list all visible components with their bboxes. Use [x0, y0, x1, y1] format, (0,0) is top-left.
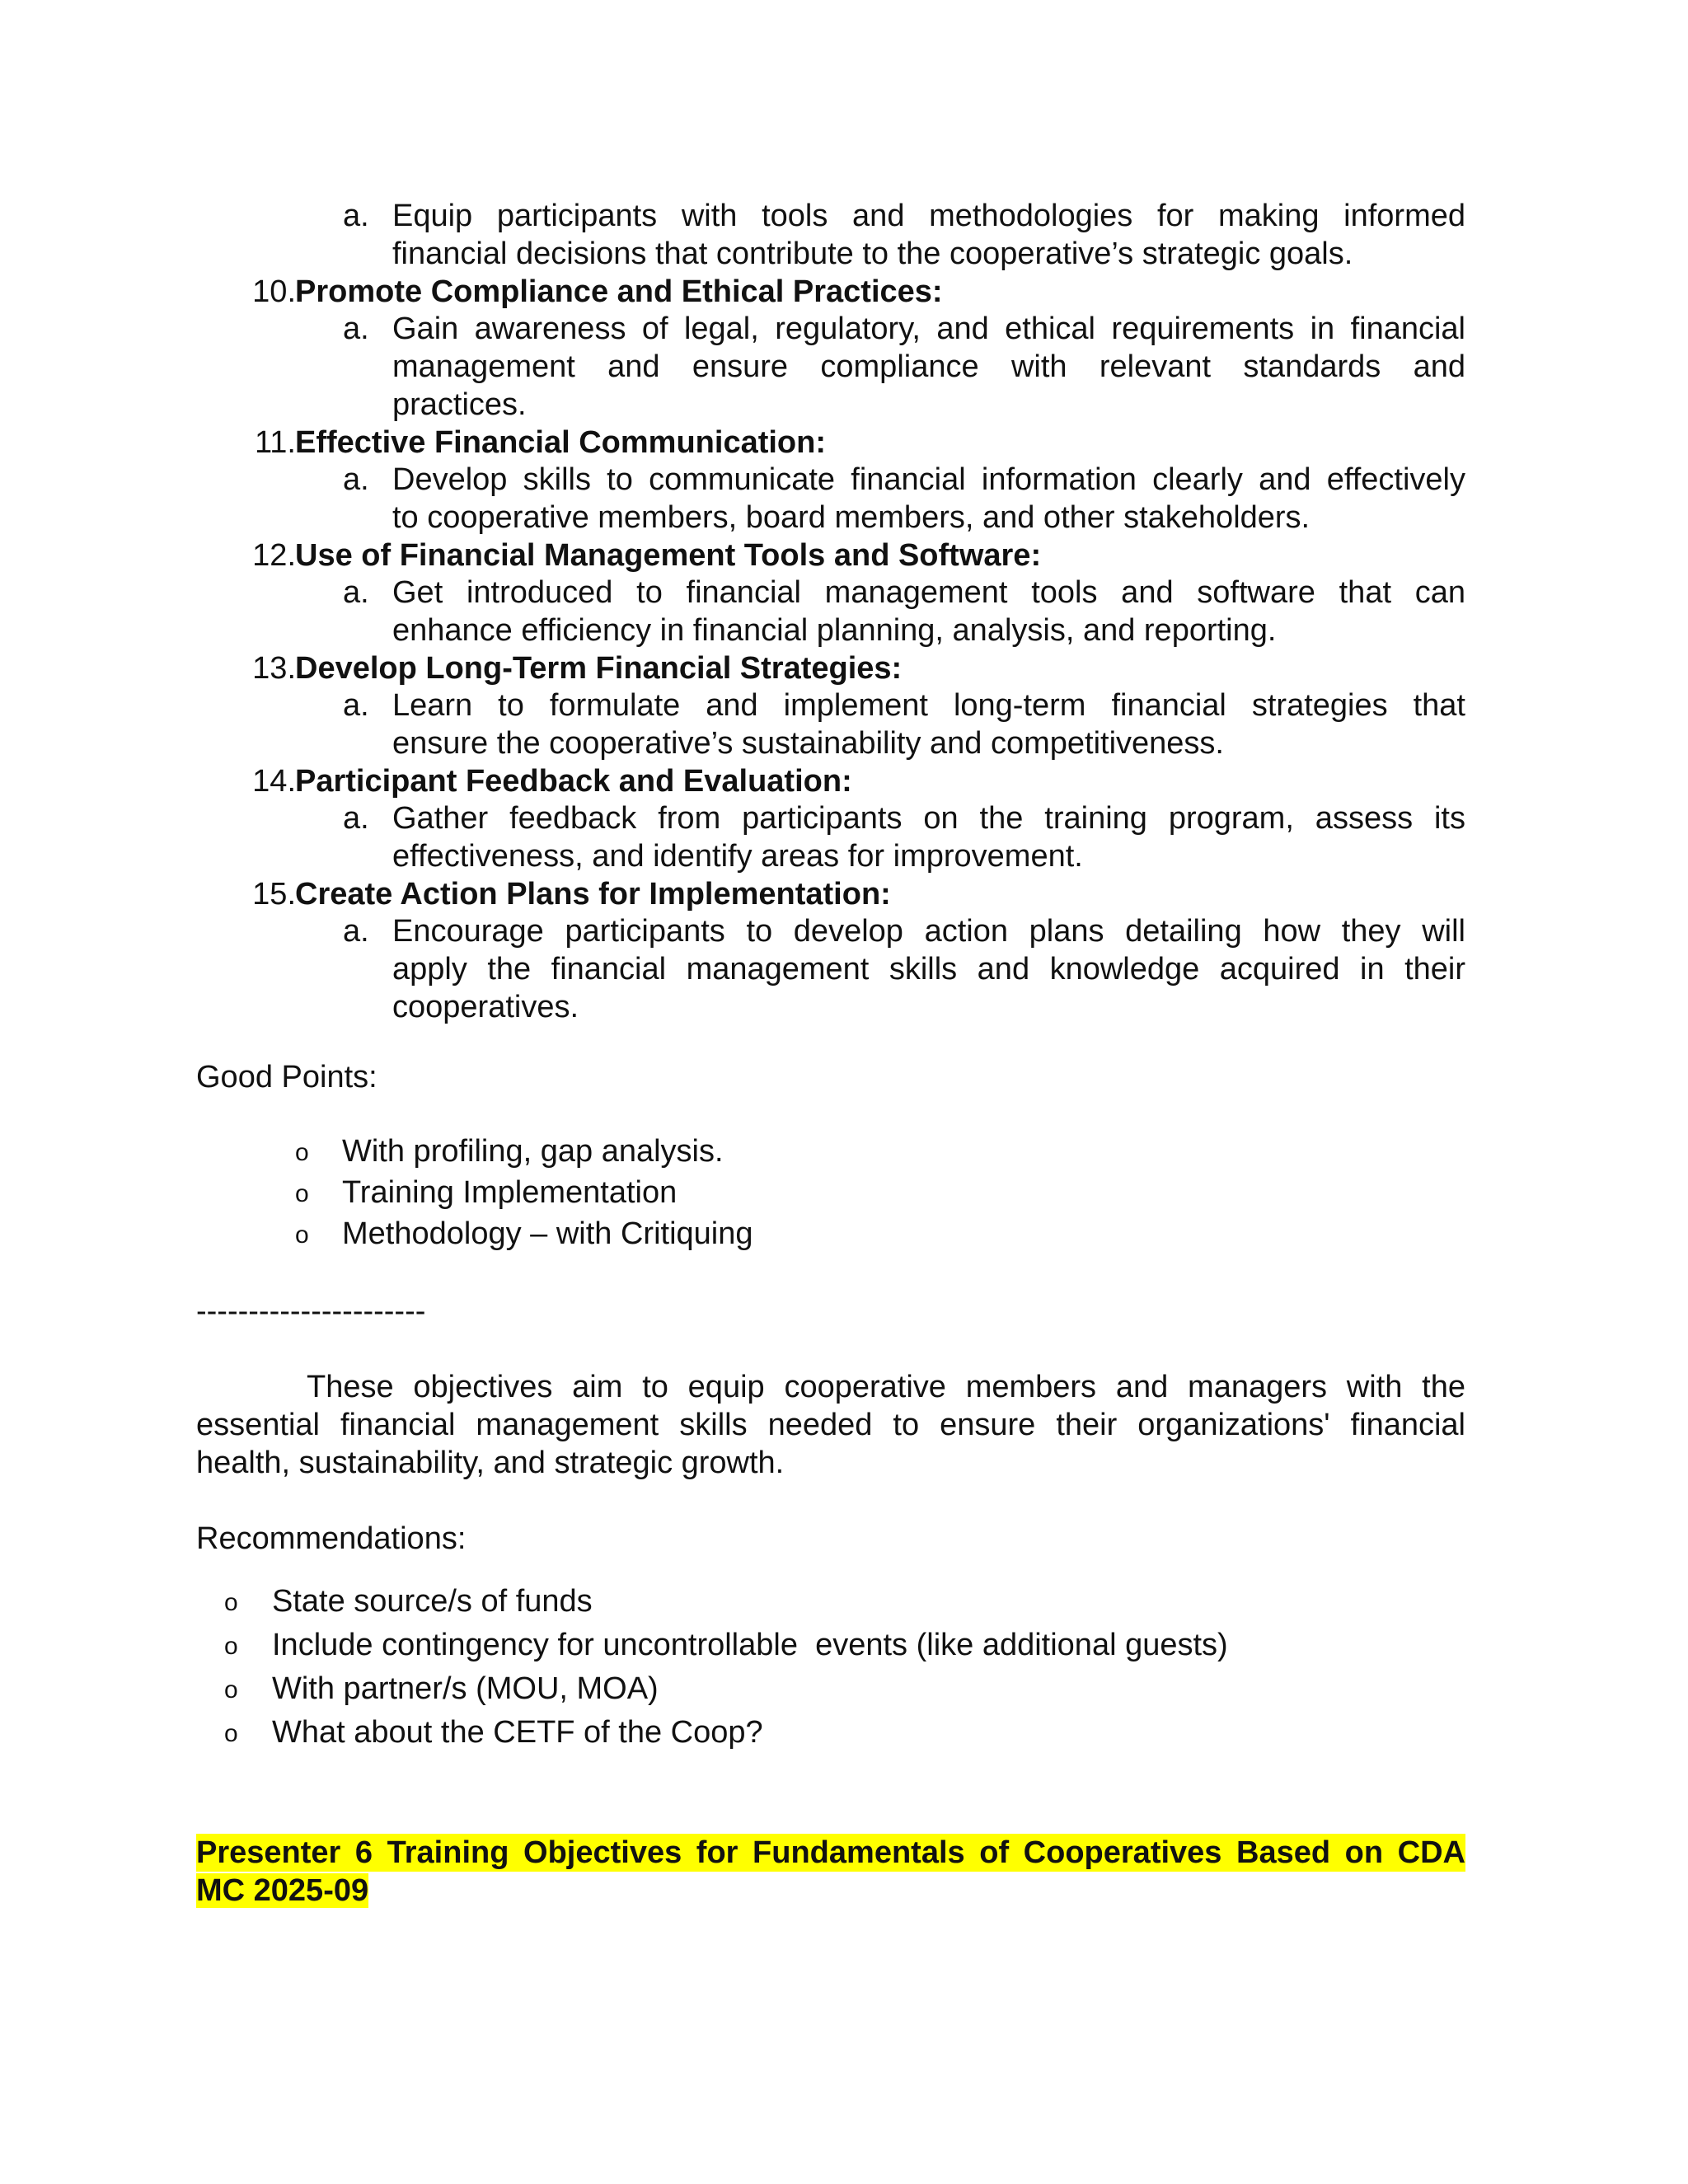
item15-sub-line-1: Encourage participants to develop action plans detailing how they will — [392, 914, 1465, 949]
item10-sub-line-3: practices. — [392, 387, 527, 422]
item14-title: Participant Feedback and Evaluation: — [295, 764, 852, 799]
presenter-heading-text-2: MC 2025-09 — [196, 1873, 369, 1908]
item13-sub-line-2: ensure the cooperative’s sustainability and competitiveness. — [392, 726, 1224, 761]
item10-number: 10. — [252, 274, 296, 309]
item10-sub-line-2: management and ensure compliance with relevant standards and — [392, 349, 1465, 384]
dashed-divider: ---------------------- — [196, 1294, 426, 1329]
good-points-item-3: Methodology – with Critiquing — [342, 1216, 753, 1251]
item11-sub-line-1: Develop skills to communicate financial information clearly and effectively — [392, 462, 1465, 497]
item10-sub-line-1: Gain awareness of legal, regulatory, and ethical requirements in financial — [392, 312, 1465, 346]
recommendations-bullet-icon: o — [224, 1720, 238, 1747]
recommendation-item-2: Include contingency for uncontrollable events (like additional guests) — [272, 1628, 1228, 1662]
item15-sub-letter: a. — [343, 914, 369, 949]
summary-line-2: essential financial management skills needed to ensure their organizations' financial — [196, 1408, 1465, 1442]
recommendation-item-1: State source/s of funds — [272, 1584, 593, 1619]
item9-sub-line-1: Equip participants with tools and methodologies for making informed — [392, 199, 1465, 233]
recommendations-bullet-icon: o — [224, 1633, 238, 1660]
summary-line-1: These objectives aim to equip cooperative members and managers with the — [307, 1370, 1465, 1404]
good-points-bullet-icon: o — [295, 1180, 309, 1207]
item12-sub-line-2: enhance efficiency in financial planning, analysis, and reporting. — [392, 613, 1277, 648]
item11-title: Effective Financial Communication: — [295, 425, 826, 460]
item12-sub-line-1: Get introduced to financial management tools and software that can — [392, 575, 1465, 610]
item15-title: Create Action Plans for Implementation: — [295, 877, 891, 912]
item13-sub-letter: a. — [343, 688, 369, 723]
good-points-bullet-icon: o — [295, 1139, 309, 1166]
item13-number: 13. — [252, 651, 296, 686]
item15-number: 15. — [252, 877, 296, 912]
item14-sub-letter: a. — [343, 801, 369, 836]
item12-number: 12. — [252, 538, 296, 573]
recommendation-item-3: With partner/s (MOU, MOA) — [272, 1671, 659, 1706]
summary-line-3: health, sustainability, and strategic growth. — [196, 1446, 785, 1480]
item12-title: Use of Financial Management Tools and Software: — [295, 538, 1042, 573]
recommendations-bullet-icon: o — [224, 1676, 238, 1704]
item13-title: Develop Long-Term Financial Strategies: — [295, 651, 903, 686]
presenter-heading-text-1: Presenter 6 Training Objectives for Fundamentals of Cooperatives Based on CDA — [196, 1835, 1465, 1870]
item11-sub-line-2: to cooperative members, board members, and other stakeholders. — [392, 500, 1311, 535]
presenter-heading-line-1 — [196, 1834, 1465, 1872]
item15-sub-line-2: apply the financial management skills and knowledge acquired in their — [392, 952, 1465, 987]
item9-sub-line-2: financial decisions that contribute to the cooperative’s strategic goals. — [392, 237, 1353, 271]
item13-sub-line-1: Learn to formulate and implement long-term financial strategies that — [392, 688, 1465, 723]
item11-sub-letter: a. — [343, 462, 369, 497]
item15-sub-line-3: cooperatives. — [392, 990, 579, 1024]
recommendations-heading: Recommendations: — [196, 1521, 467, 1556]
item10-sub-letter: a. — [343, 312, 369, 346]
presenter-heading-line-2 — [196, 1872, 368, 1910]
good-points-bullet-icon: o — [295, 1221, 309, 1249]
recommendation-item-4: What about the CETF of the Coop? — [272, 1715, 763, 1750]
good-points-heading: Good Points: — [196, 1060, 377, 1094]
item14-number: 14. — [252, 764, 296, 799]
recommendations-bullet-icon: o — [224, 1589, 238, 1616]
item9-sub-letter: a. — [343, 199, 369, 233]
item10-title: Promote Compliance and Ethical Practices: — [295, 274, 943, 309]
item12-sub-letter: a. — [343, 575, 369, 610]
good-points-item-2: Training Implementation — [342, 1175, 678, 1210]
item11-number: 11. — [254, 425, 296, 460]
item14-sub-line-1: Gather feedback from participants on the training program, assess its — [392, 801, 1465, 836]
item14-sub-line-2: effectiveness, and identify areas for improvement. — [392, 839, 1083, 874]
good-points-item-1: With profiling, gap analysis. — [342, 1134, 724, 1169]
